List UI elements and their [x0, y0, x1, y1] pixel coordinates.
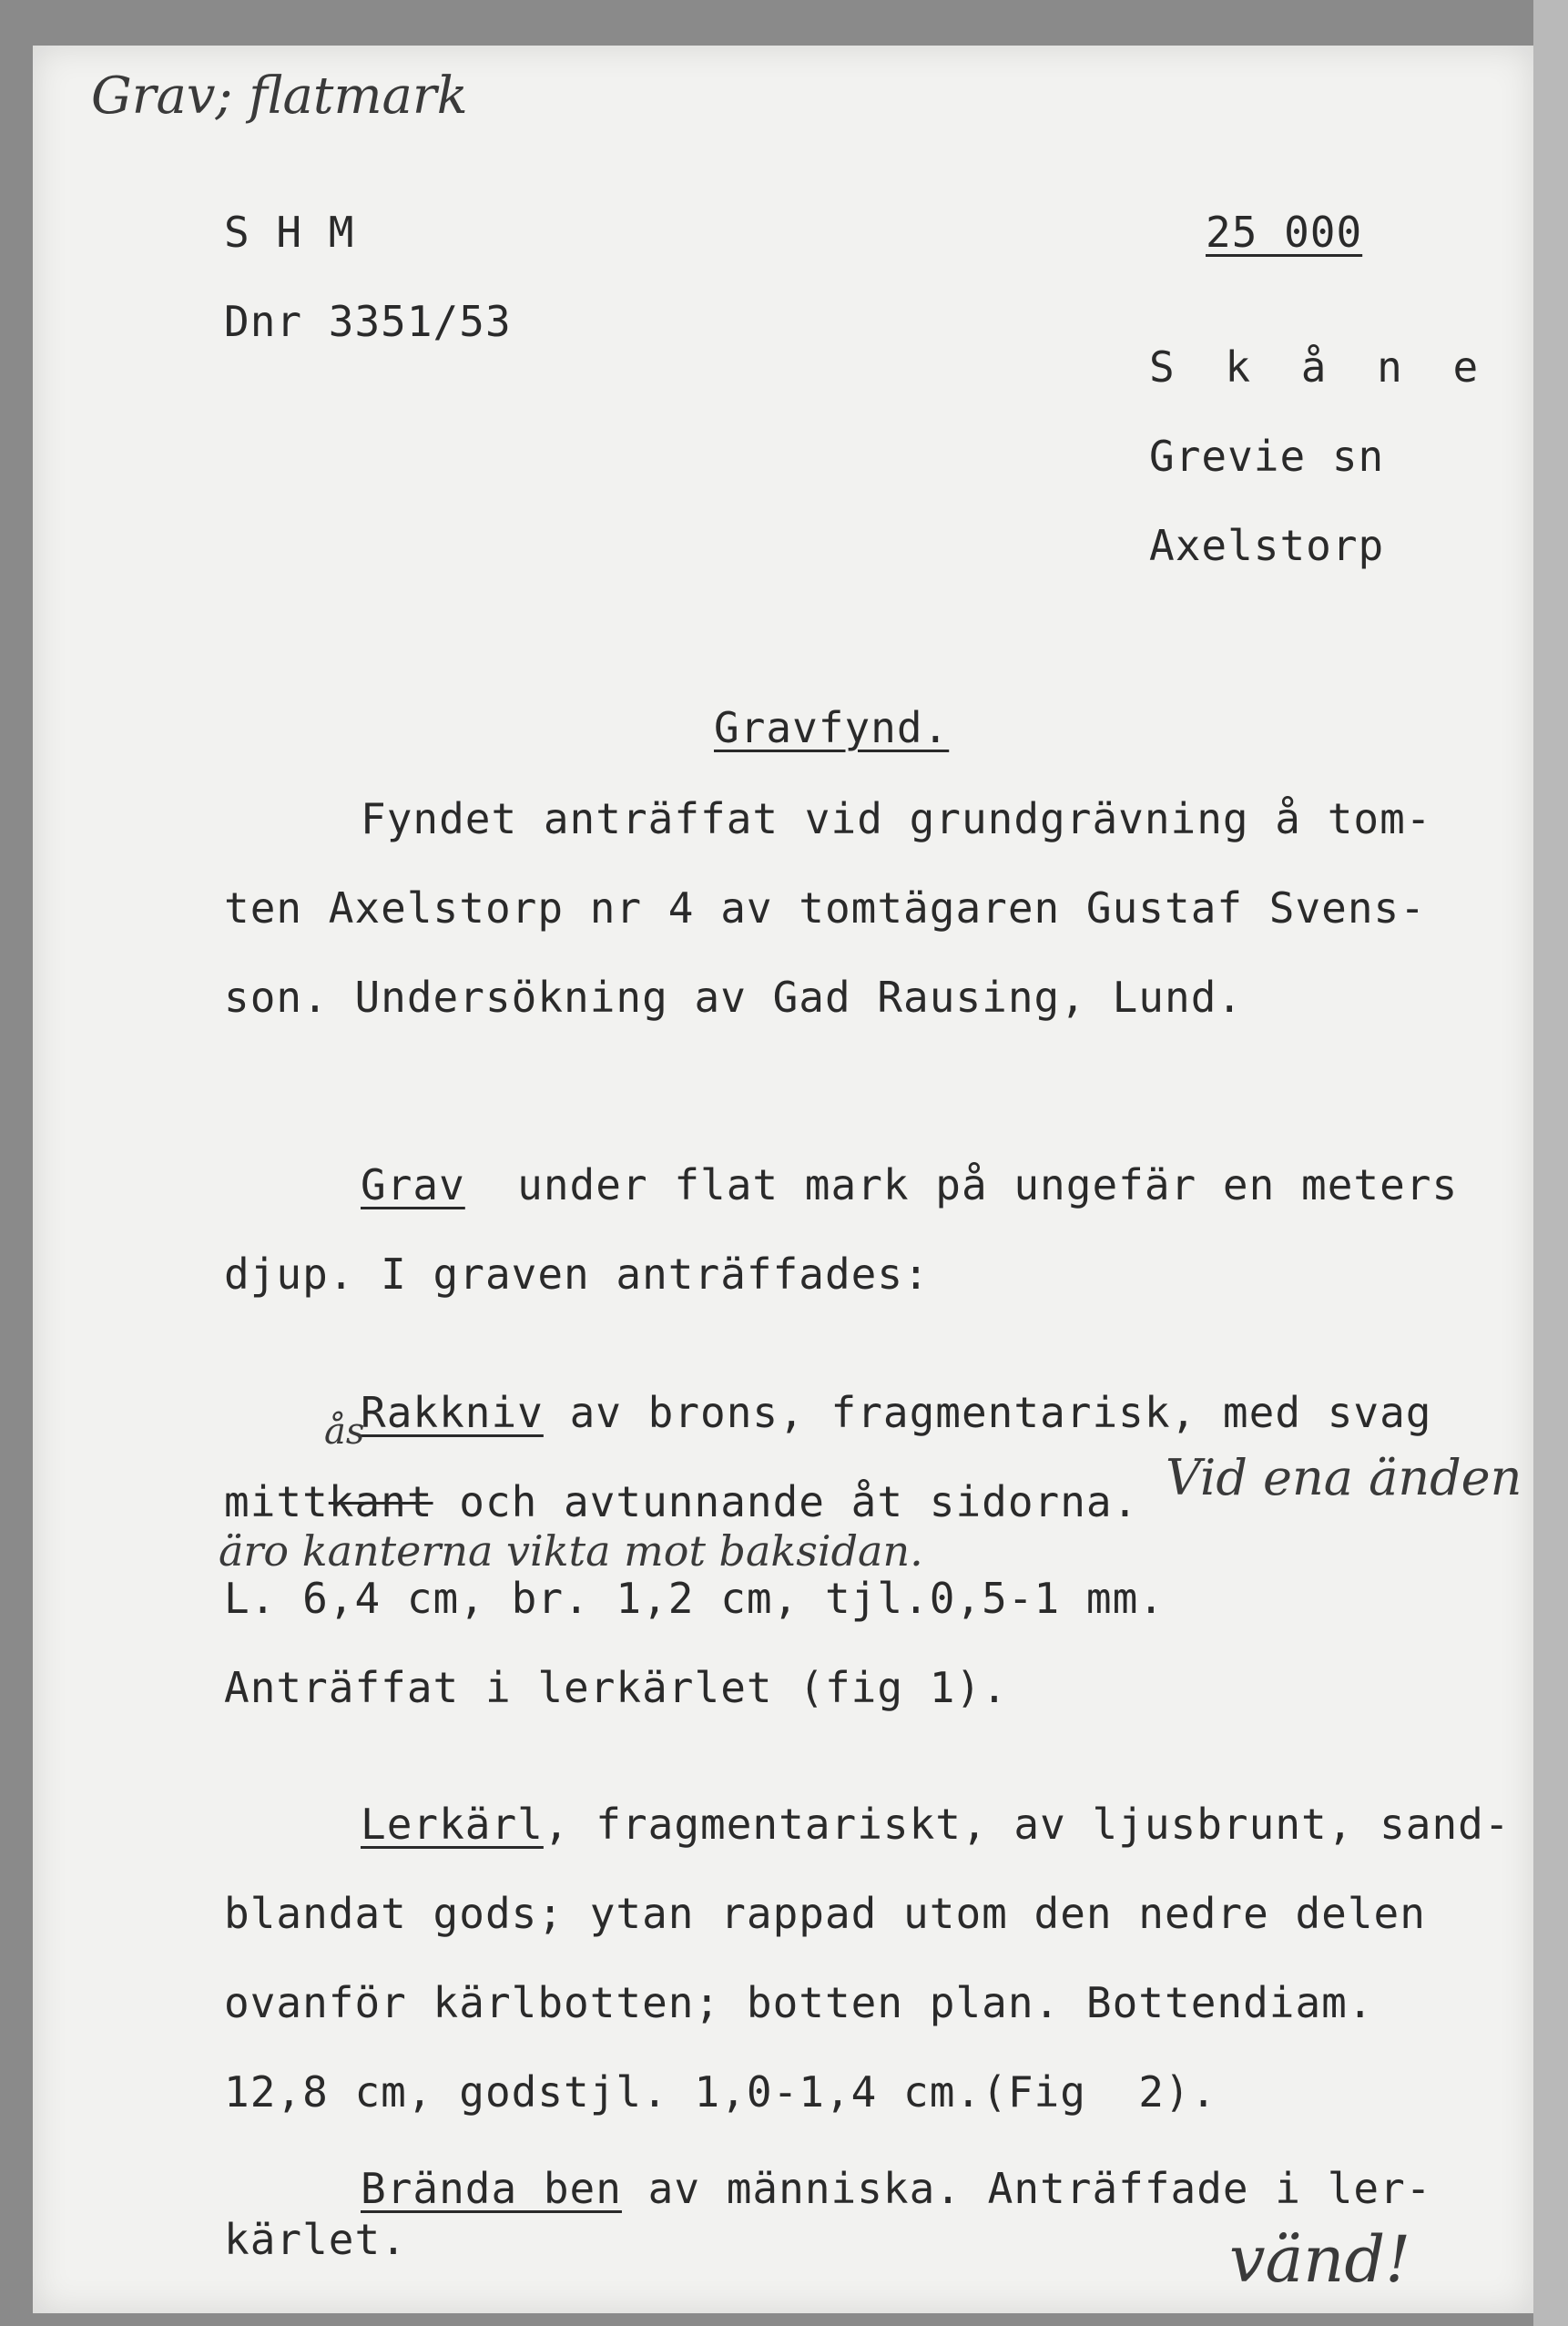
razor-line-1	[361, 1388, 1432, 1437]
razor-term: Rakkniv	[361, 1388, 544, 1437]
razor-line-1-text: av brons, fragmentarisk, med svag	[543, 1388, 1432, 1437]
place: Axelstorp	[1149, 521, 1385, 570]
razor-line-3: L. 6,4 cm, br. 1,2 cm, tjl.0,5-1 mm.	[224, 1574, 1165, 1623]
vessel-line-1-text: , fragmentariskt, av ljusbrunt, sand-	[543, 1800, 1511, 1849]
find-paragraph-line-3: son. Undersökning av Gad Rausing, Lund.	[224, 973, 1244, 1022]
vessel-term: Lerkärl	[361, 1800, 544, 1849]
razor-line-2-text: och avtunnande åt sidorna.	[433, 1477, 1139, 1526]
vessel-line-1	[361, 1800, 1511, 1849]
inventory-number: 25 000	[1206, 208, 1363, 257]
vessel-line-3: ovanför kärlbotten; botten plan. Bottendiam.	[224, 1978, 1374, 2027]
grave-term: Grav	[361, 1160, 465, 1209]
handwritten-insert: ås	[324, 1411, 365, 1453]
bones-line-1	[361, 2164, 1432, 2213]
razor-line-2	[224, 1477, 1139, 1526]
bones-line-1-text: av människa. Anträffade i ler-	[621, 2164, 1432, 2213]
grave-line-1-text: under flat mark på ungefär en meters	[464, 1160, 1459, 1209]
handwritten-bottom-note: vänd!	[1229, 2222, 1411, 2297]
parish: Grevie sn	[1149, 432, 1385, 481]
find-paragraph-line-2: ten Axelstorp nr 4 av tomtägaren Gustaf Svens-	[224, 883, 1426, 933]
razor-line-4: Anträffat i lerkärlet (fig 1).	[224, 1663, 1008, 1712]
diary-number: Dnr 3351/53	[224, 297, 512, 346]
grave-line-2: djup. I graven anträffades:	[224, 1250, 930, 1299]
vessel-line-2: blandat gods; ytan rappad utom den nedre delen	[224, 1889, 1426, 1938]
scan-edge	[1533, 0, 1568, 2326]
handwritten-margin-note-2: äro kanterna vikta mot baksidan.	[219, 1526, 923, 1576]
razor-line-2-prefix: mitt	[224, 1477, 329, 1526]
bones-line-2: kärlet.	[224, 2215, 407, 2264]
institution: S H M	[224, 208, 355, 257]
bones-term: Brända ben	[361, 2164, 622, 2213]
vessel-line-4: 12,8 cm, godstjl. 1,0-1,4 cm.(Fig 2).	[224, 2067, 1217, 2117]
handwritten-top-note: Grav; flatmark	[91, 66, 468, 126]
page-title: Gravfynd.	[714, 703, 950, 752]
struck-word: kant	[328, 1477, 433, 1526]
grave-line-1	[361, 1160, 1459, 1209]
find-paragraph-line-1: Fyndet anträffat vid grundgrävning å tom-	[361, 794, 1432, 843]
province: S k å n e	[1149, 342, 1492, 392]
handwritten-margin-note-1: Vid ena änden	[1166, 1449, 1522, 1506]
